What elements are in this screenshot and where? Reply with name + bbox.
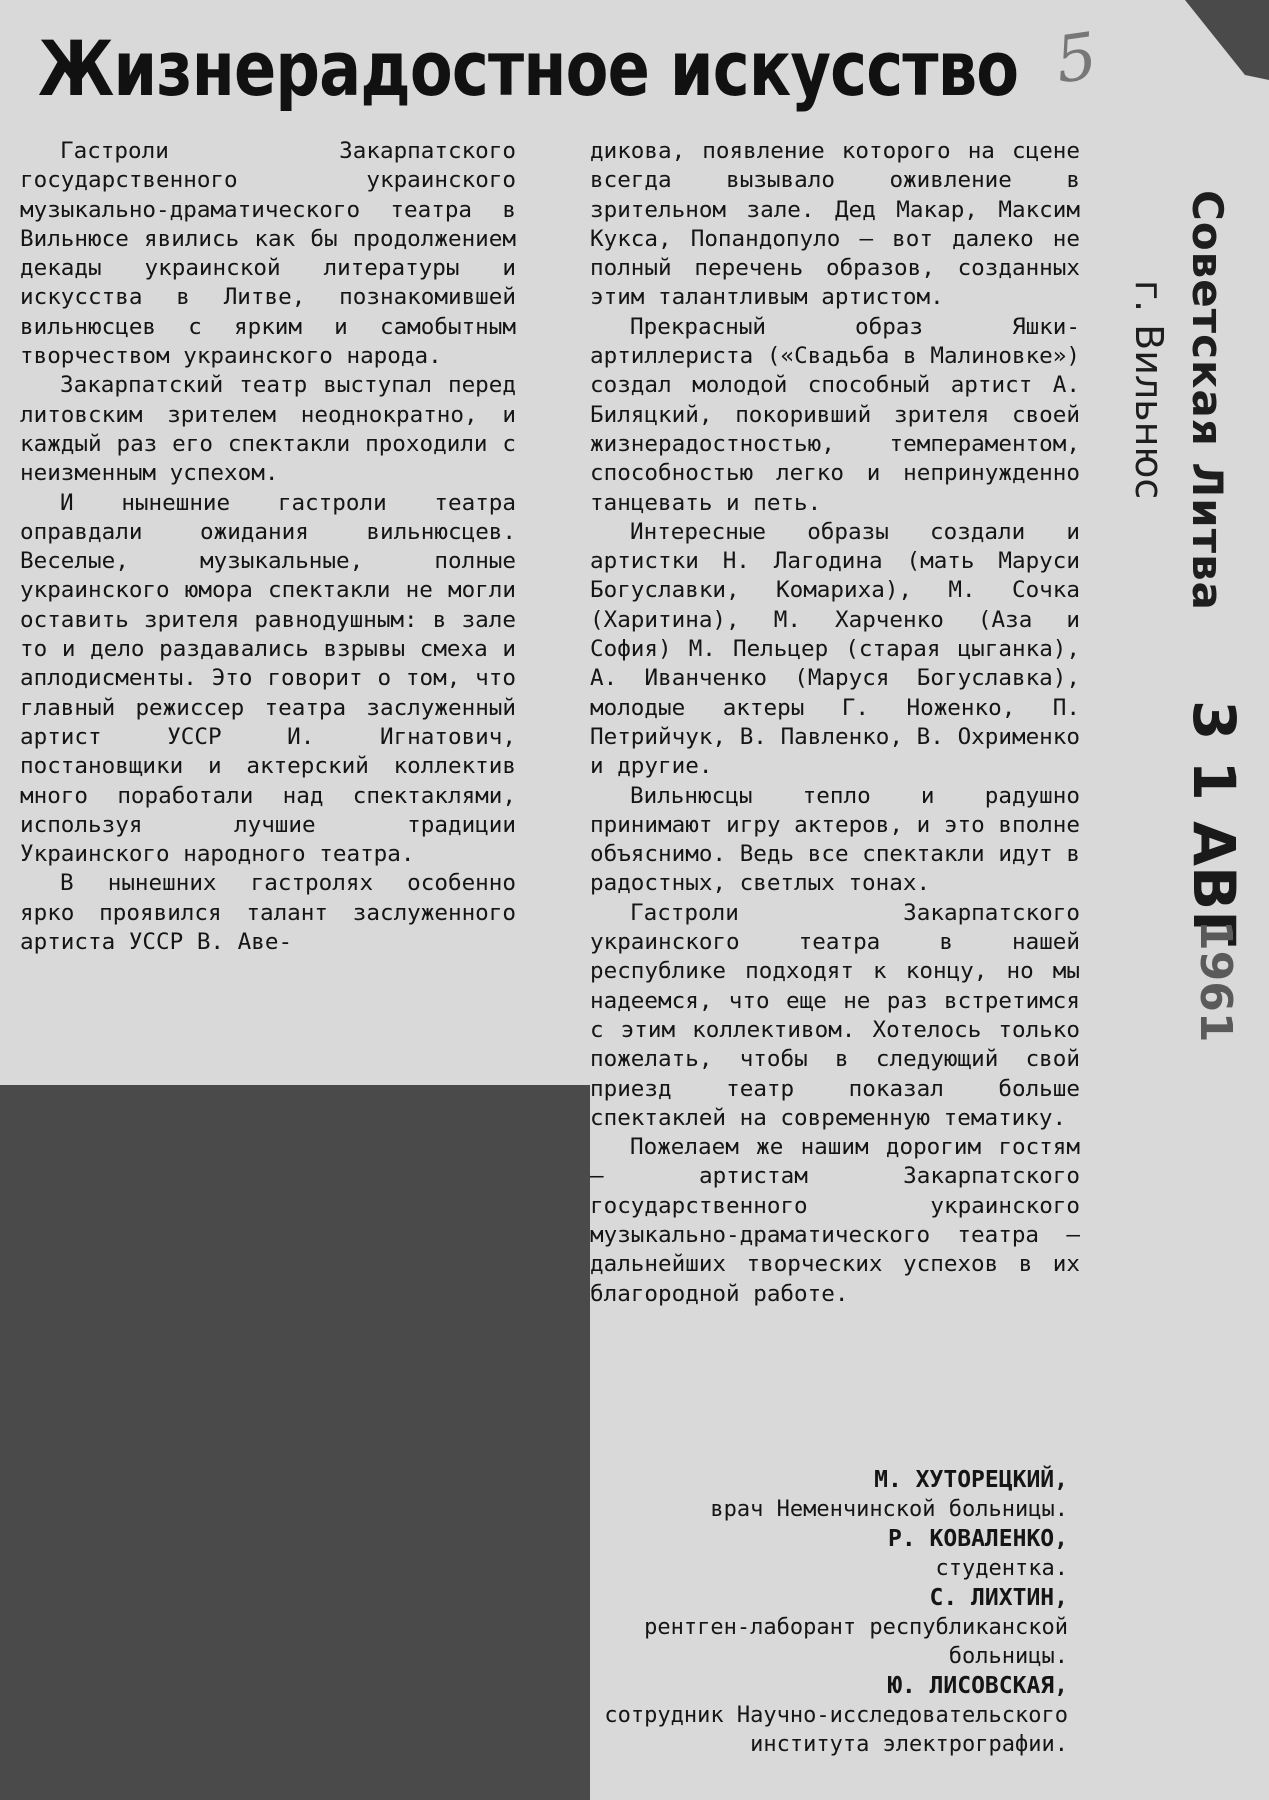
article-left-column [20,137,516,957]
paragraph: Интересные образы создали и артистки Н. Лагодина (мать Маруси Богуславки, Комариха), М. Сочка (Харитина), М. Харченко (Аза и София) М. Пельцер (старая цыганка), А. Иванченко (Маруся Богуславка), молодые актеры Г. Ноженко, П. Петрийчук, В. Павленко, В. Охрименко и другие. [590,518,1080,780]
paragraph: дикова, появление которого на сцене всегда вызывало оживление в зрительном зале. Дед Макар, Максим Кукса, Попандопуло — вот далеко не полный перечень образов, созданных этим талантливым артистом. [590,138,1080,311]
paragraph: Гастроли Закарпатского государственного украинского музыкально-драматического театра в Вильнюсе явились как бы продолжением декады украинской литературы и искусства в Литве, познакомившей вильнюсцев с ярким и самобытным творчеством украинского народа. [20,138,516,370]
stamp-newspaper-name: Советская Литва [1183,190,1232,611]
paragraph: Вильнюсцы тепло и радушно принимают игру актеров, и это вполне объяснимо. Ведь все спектакли идут в радостных, светлых тонах. [590,782,1080,897]
paragraph: Гастроли Закарпатского украинского театра в нашей республике подходят к концу, но мы надеемся, что еще не раз встретимся с этим коллективом. Хотелось только пожелать, чтобы в следующий свой приезд театр показал больше спектаклей на современную тематику. [590,899,1080,1131]
paragraph: И нынешние гастроли театра оправдали ожидания вильнюсцев. Веселые, музыкальные, полные украинского юмора спектакли не могли оставить зрителя равнодушным: в зале то и дело раздавались взрывы смеха и аплодисменты. Это говорит о том, что главный режиссер театра заслуженный артист УССР И. Игнатович, постановщики и актерский коллектив много поработали над спектаклями, используя лучшие традиции Украинского народного театра. [20,489,516,868]
signature-block [590,1465,1090,1759]
article-right-column [590,137,1080,1309]
signature-role: сотрудник Научно-исследовательского института электрографии. [604,1703,1068,1757]
pencil-page-number: 5 [1051,19,1102,99]
stamp-year: 1961 [1190,920,1241,1043]
signature-role: врач Неменчинской больницы. [710,1497,1068,1522]
paragraph: Пожелаем же нашим дорогим гостям — артистам Закарпатского государственного украинского музыкально-драматического театра — дальнейших творческих успехов в их благородной работе. [590,1134,1080,1307]
paragraph: Закарпатский театр выступал перед литовским зрителем неоднократно, и каждый раз его спектакли проходили с неизменным успехом. [20,372,516,487]
signature-role: рентген-лаборант республиканской больницы. [644,1615,1068,1669]
signature-name: Р. КОВАЛЕНКО, [887,1526,1068,1552]
stamp-date: 3 1 АВГ [1180,700,1248,948]
paragraph: Прекрасный образ Яшки-артиллериста («Свадьба в Малиновке») создал молодой способный артист А. Биляцкий, покоривший зрителя своей жизнерадостностью, темпераментом, способностью легко и непринужденно танцевать и петь. [590,313,1080,516]
signature-name: М. ХУТОРЕЦКИЙ, [874,1467,1068,1493]
signature-name: Ю. ЛИСОВСКАЯ, [887,1673,1068,1699]
stamp-city: г. Вильнюс [1127,280,1171,500]
article-headline: Жизнерадостное искусство [38,24,1019,113]
signature-name: С. ЛИХТИН, [929,1585,1068,1611]
signature-role: студентка. [935,1556,1068,1581]
paragraph: В нынешних гастролях особенно ярко проявился талант заслуженного артиста УССР В. Аве- [20,870,516,956]
